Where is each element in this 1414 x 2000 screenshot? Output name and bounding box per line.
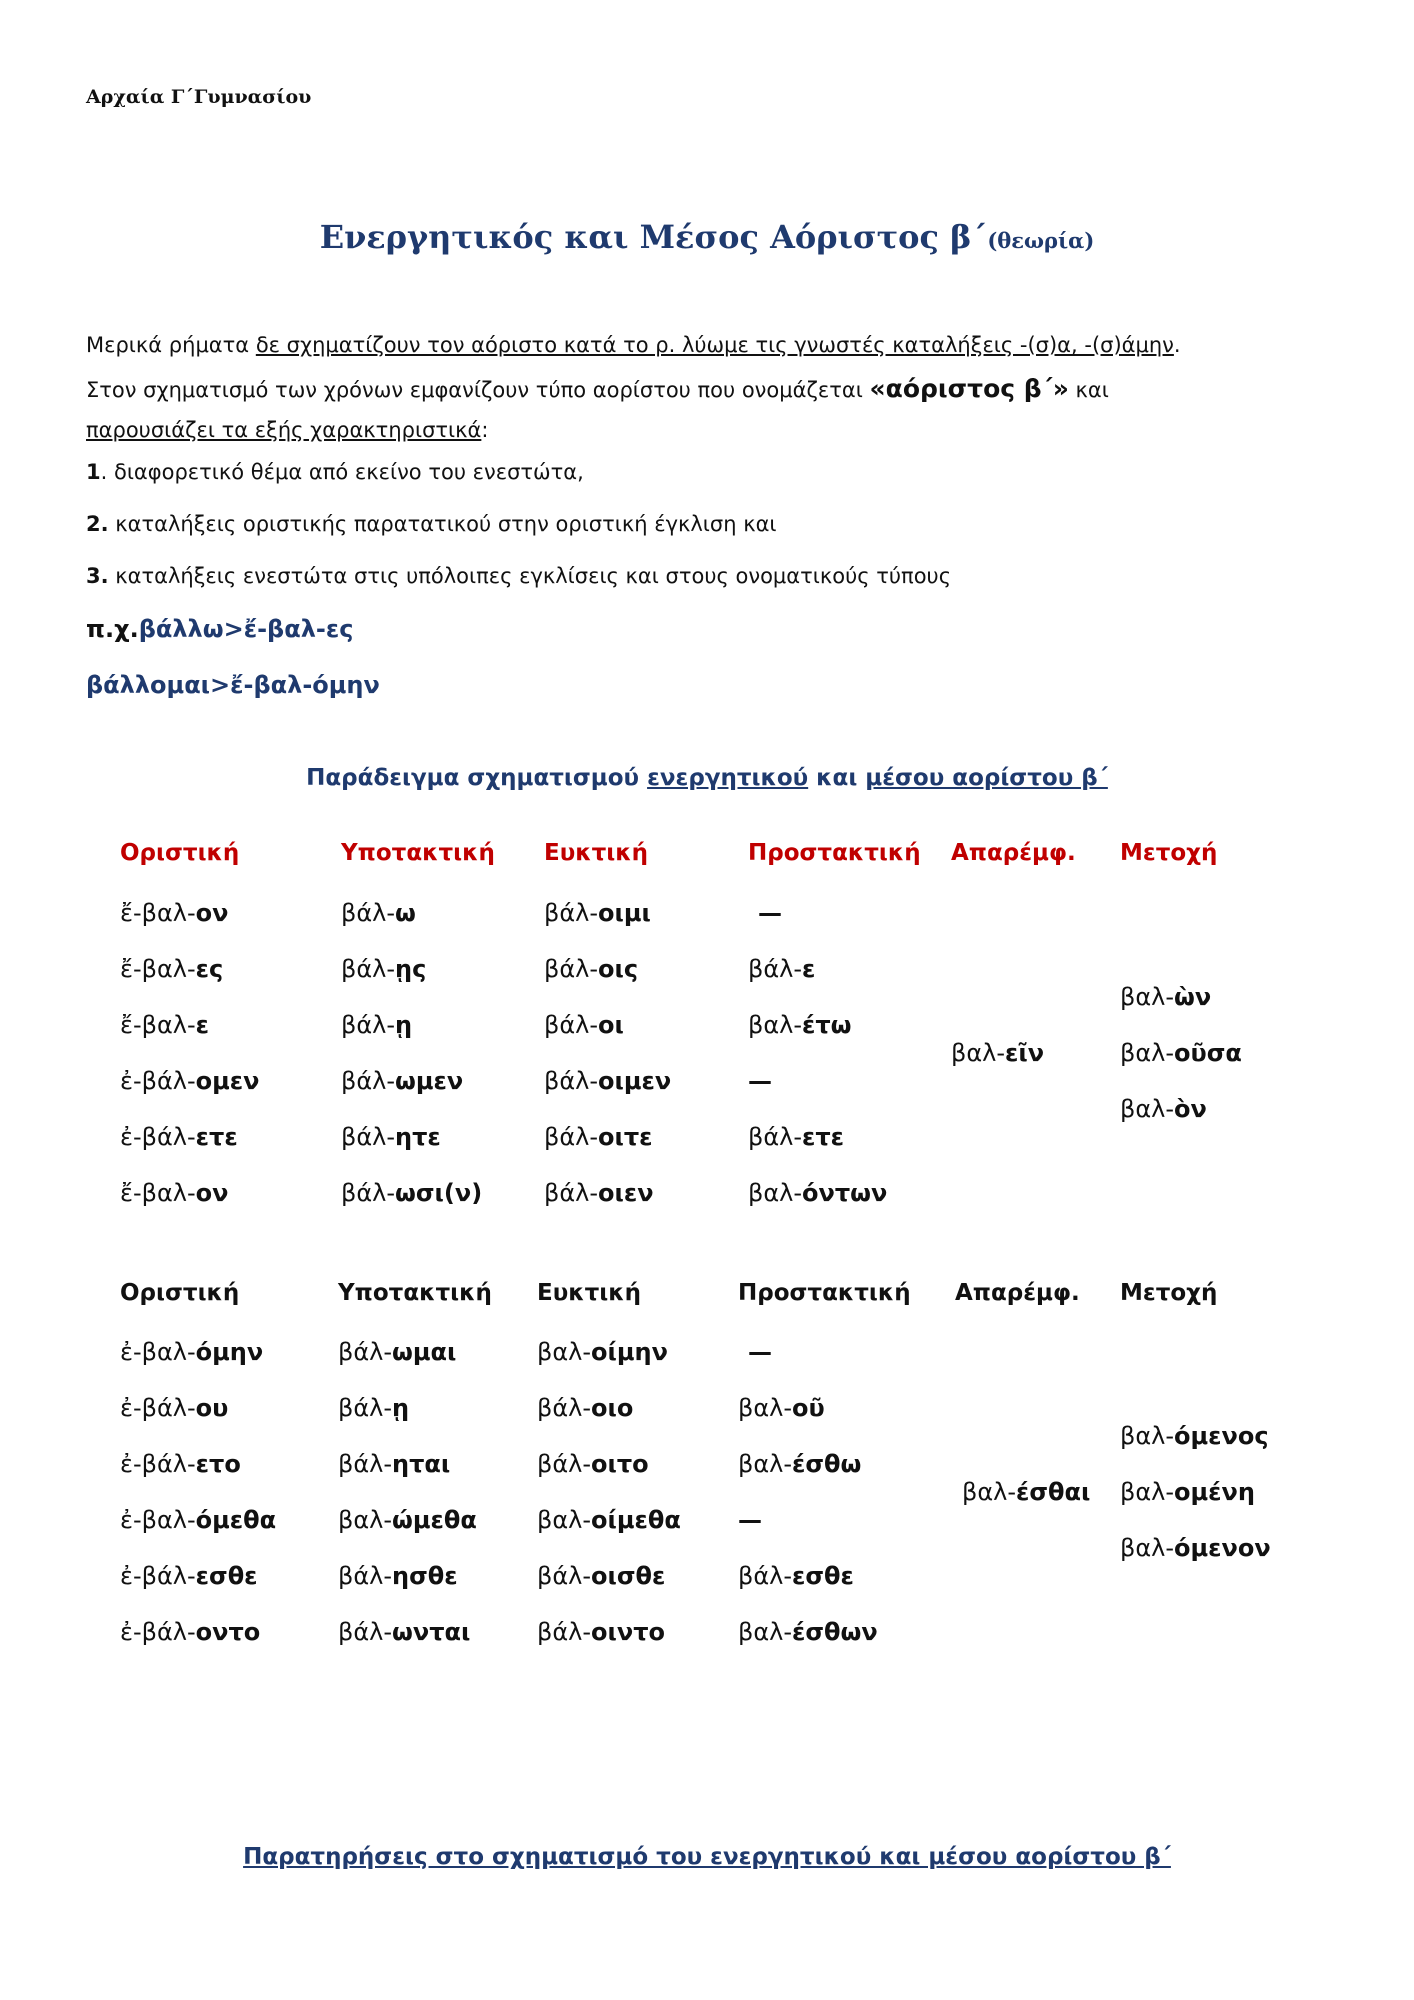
form-stem: βάλ- (338, 1338, 392, 1366)
oristiki-form (120, 1011, 209, 1039)
example-active: βάλλω>ἔ-βαλ-ες (138, 615, 354, 643)
form-stem: βάλ- (748, 955, 802, 983)
form-ending: ῃ (395, 1011, 413, 1039)
form-ending: ησθε (392, 1562, 458, 1590)
form-stem: βάλ- (537, 1450, 591, 1478)
efktiki-form (544, 899, 651, 927)
form-stem: βάλ- (544, 1011, 598, 1039)
form-stem: βαλ- (738, 1394, 792, 1422)
aparemfato-form (962, 1478, 1090, 1506)
form-ending: ου (195, 1394, 229, 1422)
form-stem: βάλ- (338, 1394, 392, 1422)
section-title-text: και (808, 765, 866, 791)
characteristic-item-3 (86, 564, 951, 588)
form-stem: βάλ- (738, 1562, 792, 1590)
oristiki-form (120, 1506, 276, 1534)
ypotaktiki-form (341, 1011, 412, 1039)
item-number: 2. (86, 512, 109, 536)
form-ending: — (748, 1067, 772, 1095)
form-ending: — (748, 1338, 772, 1366)
form-ending: — (738, 1506, 762, 1534)
metochi-form (1120, 1534, 1271, 1562)
prostaktiki-form (748, 1179, 887, 1207)
header-aparemfato: Απαρέμφ. (955, 1280, 1080, 1306)
oristiki-form (120, 1562, 258, 1590)
oristiki-form (120, 1338, 263, 1366)
form-ending: εσθε (792, 1562, 854, 1590)
form-ending: ετε (802, 1123, 845, 1151)
page-title (0, 218, 1414, 256)
form-ending: ωμεν (395, 1067, 464, 1095)
item-number: 3. (86, 564, 109, 588)
efktiki-form (537, 1506, 681, 1534)
form-stem: βάλ- (338, 1562, 392, 1590)
form-stem: βαλ- (1120, 1422, 1174, 1450)
form-stem: βαλ- (1120, 1534, 1174, 1562)
form-ending: όμεθα (195, 1506, 277, 1534)
form-stem: βάλ- (537, 1394, 591, 1422)
form-stem: βάλ- (338, 1450, 392, 1478)
form-ending: οῦσα (1174, 1039, 1242, 1067)
form-ending: ηται (392, 1450, 451, 1478)
form-stem: βάλ- (341, 1011, 395, 1039)
oristiki-form (120, 1450, 241, 1478)
term-aorist-b: «αόριστος β΄» (869, 374, 1069, 403)
intro-line-3 (86, 418, 488, 442)
intro-underlined-text: δε σχηματίζουν τον αόριστο κατά το ρ. λύωμε τις γνωστές καταλήξεις -(σ)α, -(σ)άμην (255, 333, 1174, 357)
section-title-text: Παράδειγμα σχηματισμού (306, 765, 648, 791)
ypotaktiki-form (341, 955, 426, 983)
form-stem: βάλ- (341, 1123, 395, 1151)
form-stem: βαλ- (738, 1450, 792, 1478)
item-text: καταλήξεις ενεστώτα στις υπόλοιπες εγκλίσεις και στους ονοματικούς τύπους (108, 564, 952, 588)
oristiki-form (120, 1123, 238, 1151)
prostaktiki-form (748, 1067, 772, 1095)
prostaktiki-form (748, 1123, 844, 1151)
form-ending: οιντο (591, 1618, 665, 1646)
form-stem: βάλ- (544, 1067, 598, 1095)
form-ending: όμενος (1174, 1422, 1269, 1450)
oristiki-form (120, 1179, 228, 1207)
form-ending: ομεν (195, 1067, 260, 1095)
metochi-form (1120, 1095, 1207, 1123)
form-ending: οιμεν (598, 1067, 672, 1095)
intro-text: Μερικά ρήματα (86, 333, 256, 357)
form-stem: ἐ-βάλ- (120, 1562, 196, 1590)
form-ending: εσθε (195, 1562, 258, 1590)
prostaktiki-form (748, 955, 815, 983)
title-main: Ενεργητικός και Μέσος Αόριστος β΄ (319, 218, 988, 256)
ypotaktiki-form (341, 1067, 463, 1095)
form-ending: ον (195, 899, 229, 927)
form-stem: βαλ- (537, 1338, 591, 1366)
form-ending: ὸν (1174, 1095, 1207, 1123)
oristiki-form (120, 1618, 260, 1646)
header-oristiki: Οριστική (120, 1280, 240, 1306)
prostaktiki-form (748, 1011, 852, 1039)
form-ending: ώμεθα (392, 1506, 477, 1534)
form-ending: οιτο (591, 1450, 649, 1478)
form-ending: ῃς (395, 955, 427, 983)
intro-line-1 (86, 333, 1181, 357)
oristiki-form (120, 1394, 228, 1422)
efktiki-form (537, 1618, 665, 1646)
form-ending: οισθε (591, 1562, 666, 1590)
intro-line-2 (86, 374, 1109, 403)
form-ending: όμην (195, 1338, 264, 1366)
header-metochi: Μετοχή (1120, 840, 1218, 866)
prostaktiki-form (738, 1450, 861, 1478)
efktiki-form (544, 955, 638, 983)
ypotaktiki-form (341, 899, 416, 927)
metochi-form (1120, 983, 1211, 1011)
oristiki-form (120, 899, 228, 927)
form-ending: ομένη (1174, 1478, 1255, 1506)
metochi-form (1120, 1478, 1255, 1506)
form-ending: έσθω (792, 1450, 862, 1478)
prostaktiki-form (738, 1394, 825, 1422)
efktiki-form (544, 1011, 624, 1039)
form-ending: οντο (195, 1618, 261, 1646)
form-stem: βαλ- (951, 1039, 1005, 1067)
metochi-form (1120, 1422, 1269, 1450)
form-ending: ετε (195, 1123, 238, 1151)
form-ending: οίμεθα (591, 1506, 681, 1534)
prostaktiki-form (758, 899, 782, 927)
header-ypotaktiki: Υποτακτική (341, 840, 495, 866)
form-ending: έτω (802, 1011, 852, 1039)
intro-text-end: και (1068, 378, 1109, 402)
form-stem: βαλ- (1120, 1095, 1174, 1123)
header-efktiki: Ευκτική (544, 840, 648, 866)
prostaktiki-form (748, 1338, 772, 1366)
header-prostaktiki: Προστακτική (748, 840, 921, 866)
form-ending: ετο (195, 1450, 241, 1478)
intro-text: Στον σχηματισμό των χρόνων εμφανίζουν τύπο αορίστου που ονομάζεται (86, 378, 870, 402)
aparemfato-form (951, 1039, 1044, 1067)
header-ypotaktiki: Υποτακτική (338, 1280, 492, 1306)
form-stem: ἐ-βάλ- (120, 1123, 196, 1151)
form-stem: βαλ- (738, 1618, 792, 1646)
item-text: καταλήξεις οριστικής παρατατικού στην οριστική έγκλιση και (108, 512, 777, 536)
form-ending: ῃ (392, 1394, 410, 1422)
form-ending: ε (802, 955, 816, 983)
form-stem: ἐ-βάλ- (120, 1618, 196, 1646)
form-stem: βαλ- (537, 1506, 591, 1534)
form-stem: βάλ- (341, 1067, 395, 1095)
title-sub: (θεωρία) (987, 228, 1095, 253)
ypotaktiki-form (338, 1338, 456, 1366)
form-ending: οις (598, 955, 639, 983)
oristiki-form (120, 1067, 260, 1095)
ypotaktiki-form (338, 1506, 477, 1534)
form-stem: βάλ- (537, 1562, 591, 1590)
form-stem: ἐ-βαλ- (120, 1338, 196, 1366)
efktiki-form (537, 1338, 668, 1366)
form-ending: έσθων (792, 1618, 878, 1646)
form-ending: οῦ (792, 1394, 825, 1422)
form-stem: ἐ-βάλ- (120, 1067, 196, 1095)
form-ending: όμενον (1174, 1534, 1271, 1562)
example-middle: βάλλομαι>ἔ-βαλ-όμην (86, 671, 380, 699)
section-title-active: ενεργητικού (647, 765, 809, 791)
form-ending: ωνται (392, 1618, 471, 1646)
ypotaktiki-form (338, 1394, 409, 1422)
ypotaktiki-form (341, 1123, 441, 1151)
form-stem: βάλ- (544, 899, 598, 927)
characteristic-item-1 (86, 460, 584, 484)
ypotaktiki-form (341, 1179, 482, 1207)
form-stem: βάλ- (341, 955, 395, 983)
form-ending: ες (195, 955, 224, 983)
intro-text-end: : (481, 418, 489, 442)
efktiki-form (537, 1450, 649, 1478)
form-stem: βαλ- (1120, 1478, 1174, 1506)
form-ending: ω (395, 899, 416, 927)
form-ending: έσθαι (1016, 1478, 1091, 1506)
example-line-1 (86, 615, 353, 643)
form-stem: ἐ-βαλ- (120, 1506, 196, 1534)
form-stem: ἔ-βαλ- (120, 1011, 196, 1039)
form-ending: εῖν (1005, 1039, 1045, 1067)
form-ending: οιεν (598, 1179, 654, 1207)
form-ending: ον (195, 1179, 229, 1207)
form-ending: ὼν (1174, 983, 1212, 1011)
form-stem: βαλ- (1120, 1039, 1174, 1067)
form-stem: ἔ-βαλ- (120, 1179, 196, 1207)
observations-title: Παρατηρήσεις στο σχηματισμό του ενεργητικού και μέσου αορίστου β΄ (243, 1844, 1171, 1870)
form-stem: βαλ- (748, 1179, 802, 1207)
characteristics-label: παρουσιάζει τα εξής χαρακτηριστικά (86, 418, 482, 442)
prostaktiki-form (738, 1618, 878, 1646)
ypotaktiki-form (338, 1618, 470, 1646)
intro-text-end: . (1173, 333, 1181, 357)
form-stem: ἐ-βάλ- (120, 1450, 196, 1478)
form-stem: βάλ- (341, 899, 395, 927)
form-stem: ἔ-βαλ- (120, 899, 196, 927)
form-stem: βάλ- (341, 1179, 395, 1207)
form-ending: οι (598, 1011, 624, 1039)
efktiki-form (537, 1394, 633, 1422)
form-ending: ητε (395, 1123, 441, 1151)
form-stem: ἐ-βάλ- (120, 1394, 196, 1422)
form-stem: βαλ- (338, 1506, 392, 1534)
section-title-middle: μέσου αορίστου β΄ (865, 765, 1108, 791)
header-metochi: Μετοχή (1120, 1280, 1218, 1306)
header-aparemfato: Απαρέμφ. (951, 840, 1076, 866)
prostaktiki-form (738, 1506, 762, 1534)
form-ending: ωσι(ν) (395, 1179, 483, 1207)
form-ending: ε (195, 1011, 209, 1039)
oristiki-form (120, 955, 223, 983)
form-stem: βάλ- (544, 955, 598, 983)
form-stem: ἔ-βαλ- (120, 955, 196, 983)
form-ending: οιο (591, 1394, 634, 1422)
example-prefix: π.χ. (86, 615, 139, 643)
item-number: 1 (86, 460, 101, 484)
form-ending: — (758, 899, 782, 927)
header-prostaktiki: Προστακτική (738, 1280, 911, 1306)
form-stem: βάλ- (537, 1618, 591, 1646)
form-stem: βαλ- (748, 1011, 802, 1039)
form-ending: οιμι (598, 899, 651, 927)
form-stem: βαλ- (962, 1478, 1016, 1506)
efktiki-form (544, 1067, 671, 1095)
form-stem: βάλ- (338, 1618, 392, 1646)
document-header-label: Αρχαία Γ΄Γυμνασίου (86, 86, 312, 108)
header-efktiki: Ευκτική (537, 1280, 641, 1306)
example-section-title (0, 765, 1414, 791)
form-ending: οιτε (598, 1123, 653, 1151)
ypotaktiki-form (338, 1450, 450, 1478)
prostaktiki-form (738, 1562, 854, 1590)
item-text: . διαφορετικό θέμα από εκείνο του ενεστώτα, (100, 460, 584, 484)
form-stem: βάλ- (748, 1123, 802, 1151)
form-ending: ωμαι (392, 1338, 457, 1366)
efktiki-form (544, 1179, 654, 1207)
header-oristiki: Οριστική (120, 840, 240, 866)
form-ending: οίμην (591, 1338, 668, 1366)
characteristic-item-2 (86, 512, 777, 536)
ypotaktiki-form (338, 1562, 458, 1590)
form-ending: όντων (802, 1179, 888, 1207)
metochi-form (1120, 1039, 1242, 1067)
form-stem: βάλ- (544, 1123, 598, 1151)
form-stem: βάλ- (544, 1179, 598, 1207)
efktiki-form (544, 1123, 653, 1151)
form-stem: βαλ- (1120, 983, 1174, 1011)
efktiki-form (537, 1562, 665, 1590)
